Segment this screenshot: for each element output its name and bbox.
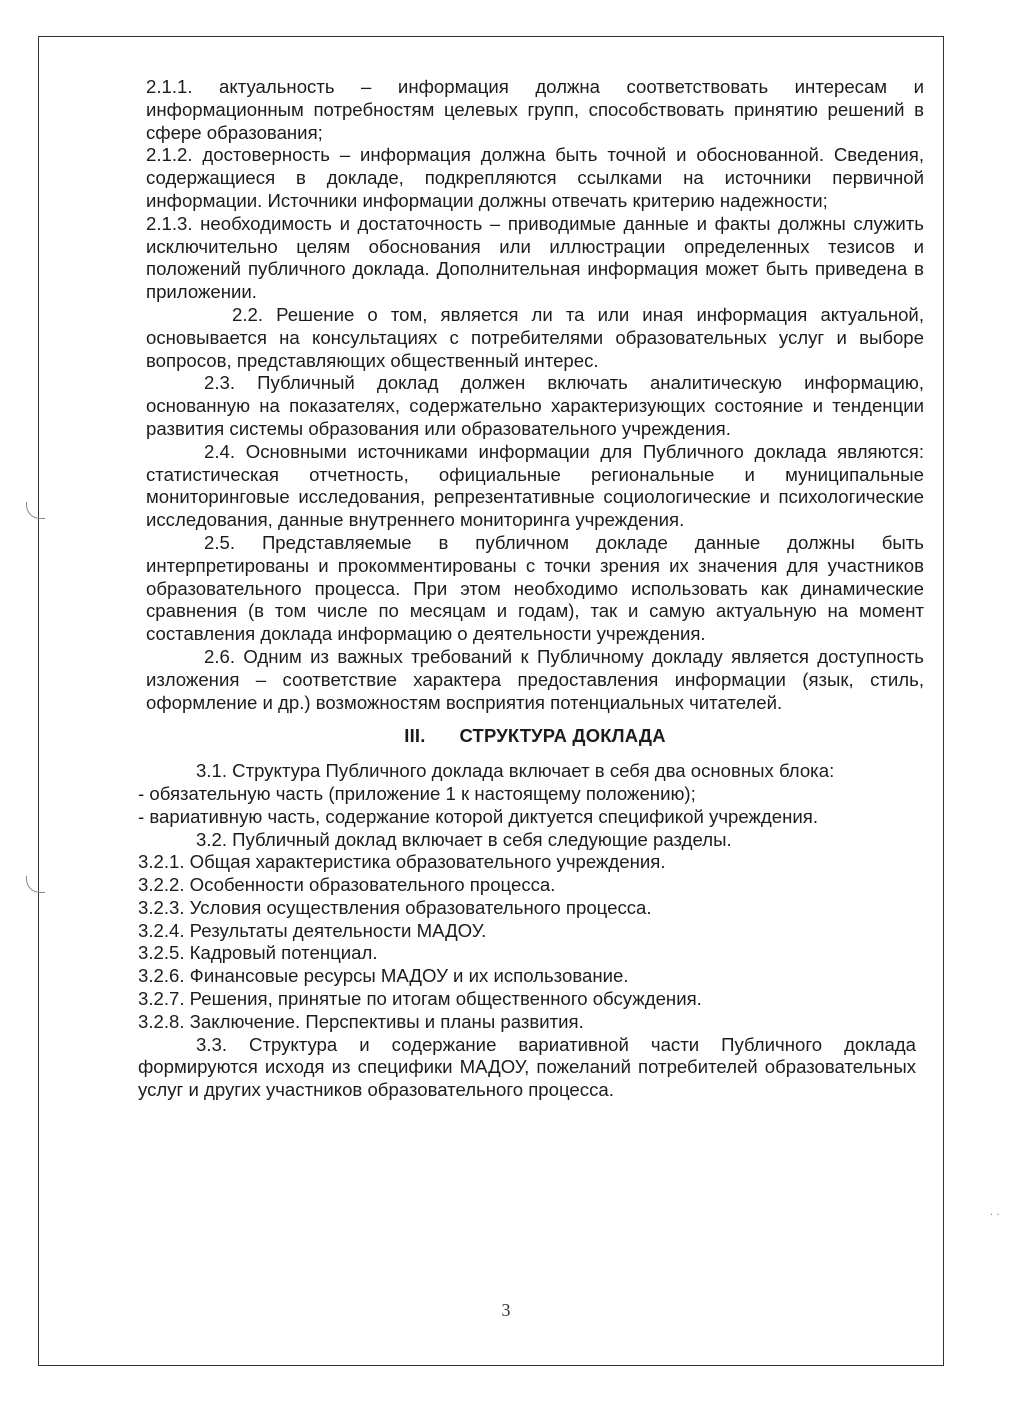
paragraph-2-5: 2.5. Представляемые в публичном докладе данные должны быть интерпретированы и прокомментированы с точки зрения их значения для участников образовательного процесса. При этом необходимо использовать как динамические сравнения (в том числе по месяцам и годам), так и самую актуальную на момент составления доклада информацию о деятельности учреждения. [146,531,924,645]
paragraph-3-1: 3.1. Структура Публичного доклада включает в себя два основных блока: [196,760,835,782]
section-list-item: 3.2.5. Кадровый потенциал. [138,942,378,964]
paragraph-3-3: 3.3. Структура и содержание вариативной части Публичного доклада формируются исходя из специфики МАДОУ, пожеланий потребителей образовательных услуг и других участников образовательного процесса. [138,1033,916,1101]
section-number: III. [404,725,426,747]
section-list-item: 3.2.3. Условия осуществления образовательного процесса. [138,896,652,918]
section-list-item: 3.2.7. Решения, принятые по итогам общественного обсуждения. [138,988,702,1010]
paragraph-3-2: 3.2. Публичный доклад включает в себя следующие разделы. [196,828,732,850]
scan-specks: · · [990,1210,1000,1221]
section-list-item: 3.2.1. Общая характеристика образовательного учреждения. [138,851,666,873]
section-list-item: 3.2.6. Финансовые ресурсы МАДОУ и их использование. [138,965,629,987]
paragraph-2-2: 2.2. Решение о том, является ли та или иная информация актуальной, основывается на консультациях с потребителями образовательных услуг и выборе вопросов, представляющих общественный интерес. [146,303,924,371]
section-list-item: 3.2.8. Заключение. Перспективы и планы развития. [138,1010,584,1032]
document-body [138,76,924,1102]
section-3-body [138,760,916,1102]
section-list-item: 3.2.2. Особенности образовательного процесса. [138,874,556,896]
section-heading [146,725,924,748]
page-number: 3 [501,1300,511,1320]
section-list-item: 3.2.4. Результаты деятельности МАДОУ. [138,919,487,941]
paragraph-2-1-1: 2.1.1. актуальность – информация должна соответствовать интересам и информационным потребностям целевых групп, способствовать принятию решений в сфере образования; [146,76,924,143]
block-item: - обязательную часть (приложение 1 к настоящему положению); [138,782,696,804]
section-title: СТРУКТУРА ДОКЛАДА [459,725,666,747]
paragraph-2-4: 2.4. Основными источниками информации для Публичного доклада являются: статистическая отчетность, официальные региональные и муниципальные мониторинговые исследования, репрезентативные социологические и психологические исследования, данные внутреннего мониторинга учреждения. [146,440,924,531]
paragraph-2-6: 2.6. Одним из важных требований к Публичному докладу является доступность изложения – соответствие характера предоставления информации (язык, стиль, оформление и др.) возможностям восприятия потенциальных читателей. [146,645,924,713]
paragraph-2-1-3: 2.1.3. необходимость и достаточность – приводимые данные и факты должны служить исключительно целям обоснования или иллюстрации определенных тезисов и положений публичного доклада. Дополнительная информация может быть приведена в приложении. [146,212,924,303]
block-item: - вариативную часть, содержание которой диктуется спецификой учреждения. [138,805,819,827]
punch-hole-mark [26,502,45,519]
paragraph-2-3: 2.3. Публичный доклад должен включать аналитическую информацию, основанную на показателях, содержательно характеризующих состояние и тенденции развития системы образования или образовательного учреждения. [146,372,924,439]
paragraph-2-1-2: 2.1.2. достоверность – информация должна быть точной и обоснованной. Сведения, содержащиеся в докладе, подкрепляются ссылками на источники первичной информации. Источники информации должны отвечать критерию надежности; [146,144,924,211]
punch-hole-mark [26,876,45,893]
